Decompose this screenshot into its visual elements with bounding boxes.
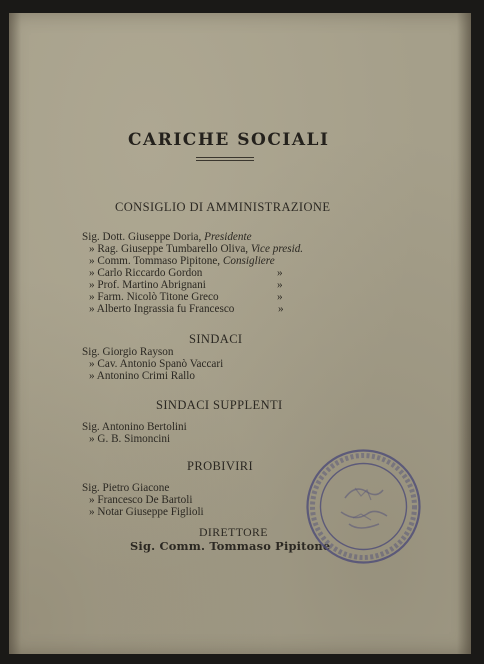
probiviri-heading: PROBIVIRI [187, 459, 254, 473]
member-name: » Prof. Martino Abrignani [89, 279, 206, 291]
sindaci-line-2: » Cav. Antonio Spanò Vaccari [89, 358, 224, 370]
page-fold-shadow [9, 13, 21, 654]
page-edge-shadow [457, 13, 471, 654]
title-rule-lower [196, 160, 254, 161]
member-name: » Comm. Tommaso Pipitone, [89, 255, 221, 267]
member-name: » Rag. Giuseppe Tumbarello Oliva, [89, 243, 249, 255]
member-name: Sig. Dott. Giuseppe Doria, [82, 231, 202, 243]
supplenti-heading: SINDACI SUPPLENTI [156, 398, 283, 412]
member-role: Consigliere [222, 255, 275, 267]
library-stamp [305, 448, 422, 565]
page-title: CARICHE SOCIALI [128, 130, 330, 150]
consiglio-line-1 [82, 231, 252, 243]
consiglio-line-4 [89, 267, 202, 279]
supplenti-line-1: Sig. Antonino Bertolini [82, 421, 187, 433]
consiglio-heading: CONSIGLIO DI AMMINISTRAZIONE [115, 200, 331, 214]
ditto-mark: » [277, 291, 283, 303]
supplenti-line-2: » G. B. Simoncini [89, 433, 171, 445]
direttore-heading: DIRETTORE [199, 525, 268, 539]
direttore-name: Sig. Comm. Tommaso Pipitone [130, 539, 331, 553]
consiglio-line-5 [89, 279, 206, 291]
title-rule-upper [196, 157, 254, 158]
sindaci-line-1: Sig. Giorgio Rayson [82, 346, 174, 358]
member-name: » Farm. Nicolò Titone Greco [89, 291, 219, 303]
consiglio-line-2 [89, 243, 303, 255]
consiglio-line-6 [89, 291, 219, 303]
document-page [9, 13, 471, 654]
probiviri-line-3: » Notar Giuseppe Figlioli [89, 506, 204, 518]
sindaci-line-3: » Antonino Crimi Rallo [89, 370, 195, 382]
consiglio-line-7 [89, 303, 234, 315]
ditto-mark: » [278, 303, 284, 315]
member-name: » Alberto Ingrassia fu Francesco [89, 303, 235, 315]
member-role: Vice presid. [250, 243, 304, 255]
member-role: Presidente [204, 231, 252, 243]
sindaci-heading: SINDACI [189, 332, 243, 346]
probiviri-line-2: » Francesco De Bartoli [89, 494, 193, 506]
member-name: » Carlo Riccardo Gordon [89, 267, 203, 279]
probiviri-line-1: Sig. Pietro Giacone [82, 482, 170, 494]
consiglio-line-3 [89, 255, 275, 267]
ditto-mark: » [277, 279, 283, 291]
ditto-mark: » [277, 267, 283, 279]
